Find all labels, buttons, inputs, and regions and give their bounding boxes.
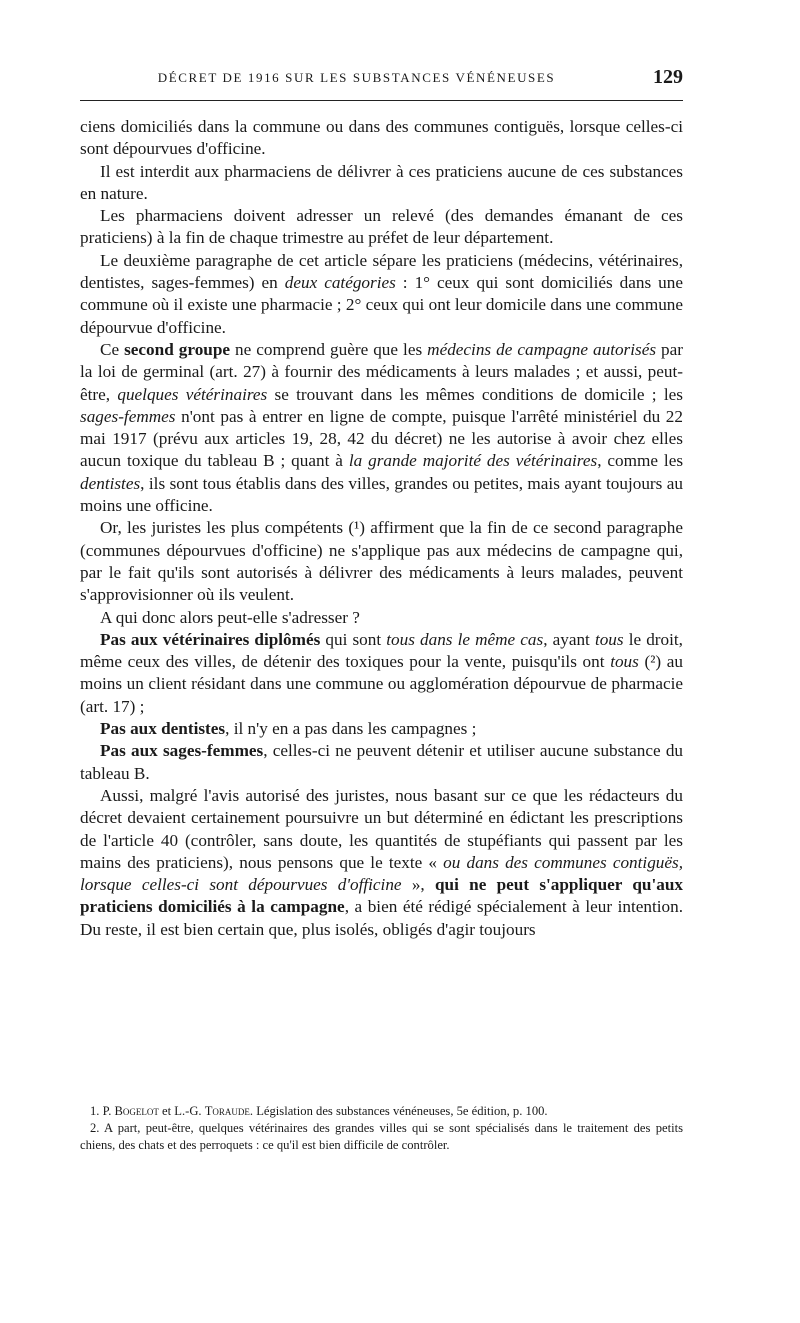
page-number: 129	[653, 66, 683, 88]
paragraph: Pas aux sages-femmes, celles-ci ne peuvent détenir et utiliser aucune substance du tableau B.	[80, 741, 684, 783]
footnote-1: 1. P. Bogelot et L.-G. Toraude. Législation des substances vénéneuses, 5e édition, p. 100.	[90, 1104, 548, 1118]
footnotes	[80, 1103, 683, 1154]
footnote-2: 2. A part, peut-être, quelques vétérinaires des grandes villes qui se sont spécialisés dans le traitement des petits chiens, des chats et des perroquets : ce qu'il est bien difficile de contrôler.	[80, 1121, 683, 1152]
paragraph: Le deuxième paragraphe de cet article sépare les praticiens (médecins, vétérinaires, dentistes, sages-femmes) en deux catégories : 1° ceux qui sont domiciliés dans une commune où il existe une pharmacie ; 2° ceux qui ont leur domicile dans une commune dépourvue d'officine.	[80, 250, 684, 337]
paragraph: ciens domiciliés dans la commune ou dans des communes contiguës, lorsque celles-ci sont dépourvues d'officine.	[80, 117, 683, 159]
paragraph: Pas aux vétérinaires diplômés qui sont tous dans le même cas, ayant tous le droit, même ceux des villes, de détenir des toxiques pour la vente, puisqu'ils ont tous (²) au moins un client résidant dans une commune ou agglomération dépourvue de pharmacie (art. 17) ;	[80, 629, 683, 716]
paragraph: Il est interdit aux pharmaciens de délivrer à ces praticiens aucune de ces substances en nature.	[80, 161, 683, 203]
header-rule	[80, 100, 683, 101]
paragraph: Les pharmaciens doivent adresser un relevé (des demandes émanant de ces praticiens) à la fin de chaque trimestre au préfet de leur département.	[80, 206, 683, 248]
running-title: DÉCRET DE 1916 SUR LES SUBSTANCES VÉNÉNEUSES	[157, 70, 556, 85]
paragraph: Aussi, malgré l'avis autorisé des juristes, nous basant sur ce que les rédacteurs du décret devaient certainement poursuivre un but déterminé en édictant les prescriptions de l'article 40 (contrôler, sans doute, les quantités de stupéfiants qui passent par les mains des praticiens), nous pensons que le texte « ou dans des communes contiguës, lorsque celles-ci sont dépourvues d'officine », qui ne peut s'appliquer qu'aux praticiens domiciliés à la campagne, a bien été rédigé spécialement à leur intention. Du reste, il est bien certain que, plus isolés, obligés d'agir toujours	[80, 785, 684, 939]
main-text	[80, 116, 683, 941]
paragraph: Pas aux dentistes, il n'y en a pas dans les campagnes ;	[100, 719, 477, 739]
running-header	[80, 66, 683, 90]
paragraph: Ce second groupe ne comprend guère que les médecins de campagne autorisés par la loi de germinal (art. 27) à fournir des médicaments à leurs malades ; et aussi, peut-être, quelques vétérinaires se trouvant dans les mêmes conditions de domicile ; les sages-femmes n'ont pas à entrer en ligne de compte, puisque l'arrêté ministériel du 22 mai 1917 (prévu aux articles 19, 28, 42 du décret) ne les autorise à avoir chez elles aucun toxique du tableau B ; quant à la grande majorité des vétérinaires, comme les dentistes, ils sont tous établis dans des villes, grandes ou petites, mais ayant toujours au moins une officine.	[80, 339, 684, 516]
paragraph: Or, les juristes les plus compétents (¹) affirment que la fin de ce second paragraphe (communes dépourvues d'officine) ne s'applique pas aux médecins de campagne qui, par le fait qu'ils sont autorisés à délivrer des médicaments à leurs malades, peuvent s'approvisionner où ils veulent.	[80, 518, 683, 605]
paragraph: A qui donc alors peut-elle s'adresser ?	[100, 607, 360, 627]
